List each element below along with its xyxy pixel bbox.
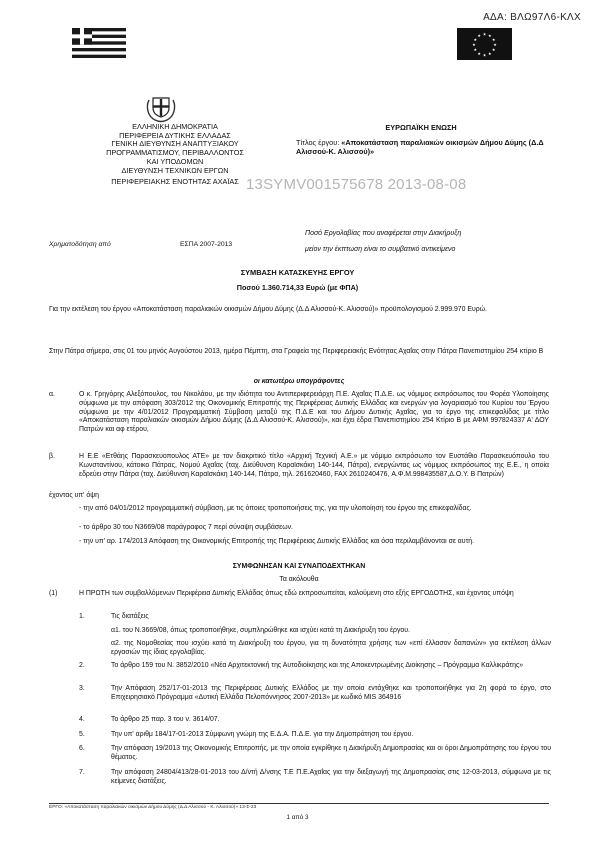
sub-item-number: 6. bbox=[79, 745, 85, 752]
project-title-label: Τίτλος έργου: bbox=[296, 138, 340, 147]
svg-text:★: ★ bbox=[482, 52, 487, 58]
eu-label: ΕΥΡΩΠΑΪΚΗ ΕΝΩΣΗ bbox=[385, 123, 457, 132]
having-label: έχοντας υπ' όψη bbox=[49, 492, 99, 499]
svg-text:★: ★ bbox=[473, 47, 478, 53]
parties-heading: οι κατωτέρω υπογράφοντες bbox=[253, 378, 345, 385]
contract-title: ΣΥΜΒΑΣΗ ΚΑΤΑΣΚΕΥΗΣ ΕΡΓΟΥ bbox=[240, 268, 355, 277]
funding-note bbox=[305, 226, 555, 258]
svg-text:★: ★ bbox=[493, 42, 497, 47]
party-a-text: Ο κ. Γρηγόρης Αλεξόπουλος, του Νικολάου, με την ιδιότητα του Αντιπεριφερειάρχη Π.Ε. Αχαΐας Π.Δ.Ε. ως νόμιμος εκπρόσωπος του Φορέα Υλοποίησης σύμφωνα με την απόφαση 303/2012 της Οικονομικής Επιτροπής της Περιφέρειας Δυτικής Ελλάδας και ενεργών για λογαριασμό του Κυρίου του Έργου σύμφωνα με την 4/01/2012 Προγραμματική Σύμβαση μεταξύ της Π.Δ.Ε και του Δήμου Δυτικής Αχαΐας, για το έργο της επικεφαλίδας με τίτλο «Αποκατάσταση παραλιακών οικισμών Δήμου Δύμης (Δ.Δ Αλισσού-Κ. Αλισσού)», και έχει έδρα Πανεπιστημίου 254 Κτίριο Β με ΑΦΜ 997824337 Α' ΔΟΥ Πατρών και αφ ετέρου, bbox=[79, 391, 549, 434]
issuer-block bbox=[80, 123, 270, 187]
svg-text:★: ★ bbox=[477, 32, 481, 38]
sub-item-number: 5. bbox=[79, 731, 85, 738]
eu-flag-icon bbox=[457, 28, 512, 60]
party-b-number: β. bbox=[49, 453, 55, 460]
svg-text:★: ★ bbox=[482, 31, 487, 37]
place-paragraph: Στην Πάτρα σήμερα, στις 01 του μηνός Αυγούστου 2013, ημέρα Πέμπτη, στα Γραφεία της Περιφερειακής Ενότητας Αχαΐας στην Πάτρα Πανεπιστημίου 254 κτίριο Β bbox=[49, 348, 544, 355]
consideration-item: - το άρθρο 30 του Ν3669/08 παράγραφος 7 περί σύναψη συμβάσεων. bbox=[79, 524, 293, 531]
funding-note-line: μείον την έκπτωση είναι το συμβατικό αντικείμενο bbox=[305, 246, 456, 253]
funding-note-line: Ποσό Εργολαβίας που αναφέρεται στην Διακήρυξη bbox=[305, 230, 462, 237]
sub-item-text: Το άρθρο 159 του Ν. 3852/2010 «Νέα Αρχιτεκτονική της Αυτοδιοίκησης και της Αποκεντρωμένης Διοίκησης – Πρόγραμμα Καλλικράτης» bbox=[111, 662, 524, 669]
svg-text:★: ★ bbox=[488, 51, 492, 57]
sub-item-number: 2. bbox=[79, 662, 85, 669]
consideration-item: - την υπ' αρ. 174/2013 Απόφαση της Οικονομικής Επιτροπής της Περιφέρειας Δυτικής Ελλάδας και όσα περιλαμβάνονται σε αυτή. bbox=[79, 538, 475, 545]
following-label: Τα ακόλουθα bbox=[279, 576, 319, 583]
project-block bbox=[296, 123, 546, 156]
sub-item-number: 7. bbox=[79, 769, 85, 776]
ada-code: ΑΔΑ: ΒΛΩ97Λ6-ΚΛΧ bbox=[483, 12, 581, 23]
svg-text:★: ★ bbox=[488, 32, 492, 38]
sub-item-text: Τις διατάξεις bbox=[111, 613, 149, 620]
consideration-item: - την από 04/01/2012 προγραμματική σύμβαση, με τις όποιες τροποποιήσεις της, για την υλοποίηση του έργου της επικεφαλίδας. bbox=[79, 505, 472, 512]
sub-item-number: 1. bbox=[79, 613, 85, 620]
project-title: «Αποκατάσταση παραλιακών οικισμών Δήμου Δύμης (Δ.Δ Αλισσού-Κ. Αλισσού)» bbox=[296, 138, 544, 156]
svg-text:★: ★ bbox=[477, 51, 481, 57]
contract-amount: Ποσού 1.360.714,33 Ευρώ (με ΦΠΑ) bbox=[236, 283, 359, 292]
page-number: 1 από 3 bbox=[286, 814, 309, 821]
sub-item-text: Την απόφαση 19/2013 της Οικονομικής Επιτροπής, με την οποία εγκρίθηκε η Διακήρυξη Δημοπρασίας και οι όροι Δημοπράτησης του έργου του θέματος. bbox=[111, 745, 551, 761]
sub-item-text: Την υπ' αριθμ 184/17-01-2013 Σύμφωνη γνώμη της Ε.Δ.Α. Π.Δ.Ε. για την Δημοπράτηση του έργου. bbox=[111, 731, 414, 738]
registry-stamp: 13SYMV001575678 2013-08-08 bbox=[246, 176, 467, 193]
footer-divider bbox=[49, 803, 549, 804]
party-b-text: Η Ε.Ε «Ετθάης Παρασκευοπουλος ΑΤΕ» με τον διακριτικό τίτλο «Αρχική Τεχνική Α.Ε.» με νόμιμο εκπρόσωπο τον Ευστάθιο Παρασκευόπουλο του Κωνσταντίνου, κάτοικο Πάτρας, Νομού Αχαΐας (ταχ. Διεύθυνση Καραϊσκάκη 140-144, Πάτρα), ενεργώντας ως νόμιμος εκπρόσωπος της Ε.Ε., η οποία εδρεύει στην Πάτρα (ταχ. Διεύθυνση Καραϊσκάκη 140-144, Πάτρα, τηλ. 261620460, FAX 2610240476, Α.Φ.Μ.998435587,Δ.Ο.Υ. Β Πατρών) bbox=[79, 453, 549, 478]
issuer-line: ΓΕΝΙΚΗ ΔΙΕΥΘΥΝΣΗ ΑΝΑΠΤΥΞΙΑΚΟΥ bbox=[111, 139, 239, 149]
issuer-line: ΔΙΕΥΘΥΝΣΗ ΤΕΧΝΙΚΩΝ ΕΡΓΩΝ bbox=[121, 165, 229, 175]
intro-paragraph: Για την εκτέλεση του έργου «Αποκατάσταση παραλιακών οικισμών Δήμου Δύμης (Δ.Δ Αλισσού-Κ. Αλισσού)» προϋπολογισμού 2.999.970 Ευρώ. bbox=[49, 306, 487, 313]
sub-item-text: α2. της Νομοθεσίας που ισχύει κατά τη Διακήρυξη του έργου, για τη δυνατότητα χρήσης των «επί έλλασον δαπανών» για εκτέλεση άλλων εργασιών της ίδιας εργολαβίας. bbox=[111, 640, 551, 656]
svg-text:★: ★ bbox=[472, 42, 476, 47]
issuer-line: ΠΡΟΓΡΑΜΜΑΤΙΣΜΟΥ, ΠΕΡΙΒΑΛΛΟΝΤΟΣ bbox=[106, 148, 244, 158]
footer-note: ΕΡΓΟ: «Αποκατάσταση παραλιακών οικισμών Δήμου Δύμης (Δ.Δ Αλισσού - Κ. Αλισσού)» 13-Σ-23 bbox=[49, 805, 257, 810]
greek-emblem-icon bbox=[143, 92, 179, 124]
funding-label: Χρηματοδότηση από bbox=[49, 241, 111, 248]
funding-program: ΕΣΠΑ 2007-2013 bbox=[180, 241, 233, 248]
issuer-line: ΕΛΛΗΝΙΚΗ ΔΗΜΟΚΡΑΤΙΑ bbox=[132, 122, 218, 131]
sub-item-number: 4. bbox=[79, 716, 85, 723]
svg-text:★: ★ bbox=[491, 47, 496, 53]
party-a-number: α. bbox=[49, 391, 55, 398]
sub-item-number: 3. bbox=[79, 685, 85, 692]
sub-item-text: α1. του Ν.3669/08, όπως τροποποιήθηκε, συμπληρώθηκε και ισχύει κατά τη Διακήρυξη του έργου. bbox=[111, 627, 410, 634]
sub-item-text: Την Απόφαση 252/17-01-2013 της Περιφέρειας Δυτικής Ελλάδος με την οποία εντάχθηκε και τροποποιήθηκε για 2η φορά το έργο, στο Επιχειρησιακό Πρόγραμμα «Δυτική Ελλάδα Πελοπόννησος 2007-2013» με κωδικό MIS 364916 bbox=[111, 685, 551, 701]
clause-number: (1) bbox=[49, 590, 58, 597]
issuer-line: ΠΕΡΙΦΕΡΕΙΑΚΗΣ ΕΝΟΤΗΤΑΣ ΑΧΑΪΑΣ bbox=[111, 177, 239, 187]
greek-flag-icon bbox=[72, 28, 126, 58]
issuer-line: ΠΕΡΙΦΕΡΕΙΑ ΔΥΤΙΚΗΣ ΕΛΛΑΔΑΣ bbox=[119, 130, 231, 140]
svg-text:★: ★ bbox=[473, 36, 478, 42]
agreement-heading: ΣΥΜΦΩΝΗΣΑΝ ΚΑΙ ΣΥΝΑΠΟΔΕΧΤΗΚΑΝ bbox=[232, 563, 366, 570]
sub-item-text: Το άρθρο 25 παρ. 3 του ν. 3614/07. bbox=[111, 716, 220, 723]
issuer-line: ΚΑΙ ΥΠΟΔΟΜΩΝ bbox=[146, 156, 204, 166]
sub-item-text: Την απόφαση 24804/413/28-01-2013 του Δ/ντή Δ/νσης Τ.Ε Π.Ε.Αχαΐας για την διεξαγωγή της Δημοπρασίας στις 12-03-2013, σύμφωνα με τις κείμενες διατάξεις. bbox=[111, 769, 551, 785]
clause-text: Η ΠΡΩΤΗ των συμβαλλόμενων Περιφέρεια Δυτικής Ελλάδας όπως εδώ εκπροσωπείται, καλούμενη στο εξής ΕΡΓΟΔΟΤΗΣ, και έχοντας υπόψη bbox=[79, 590, 514, 597]
svg-text:★: ★ bbox=[491, 36, 496, 42]
